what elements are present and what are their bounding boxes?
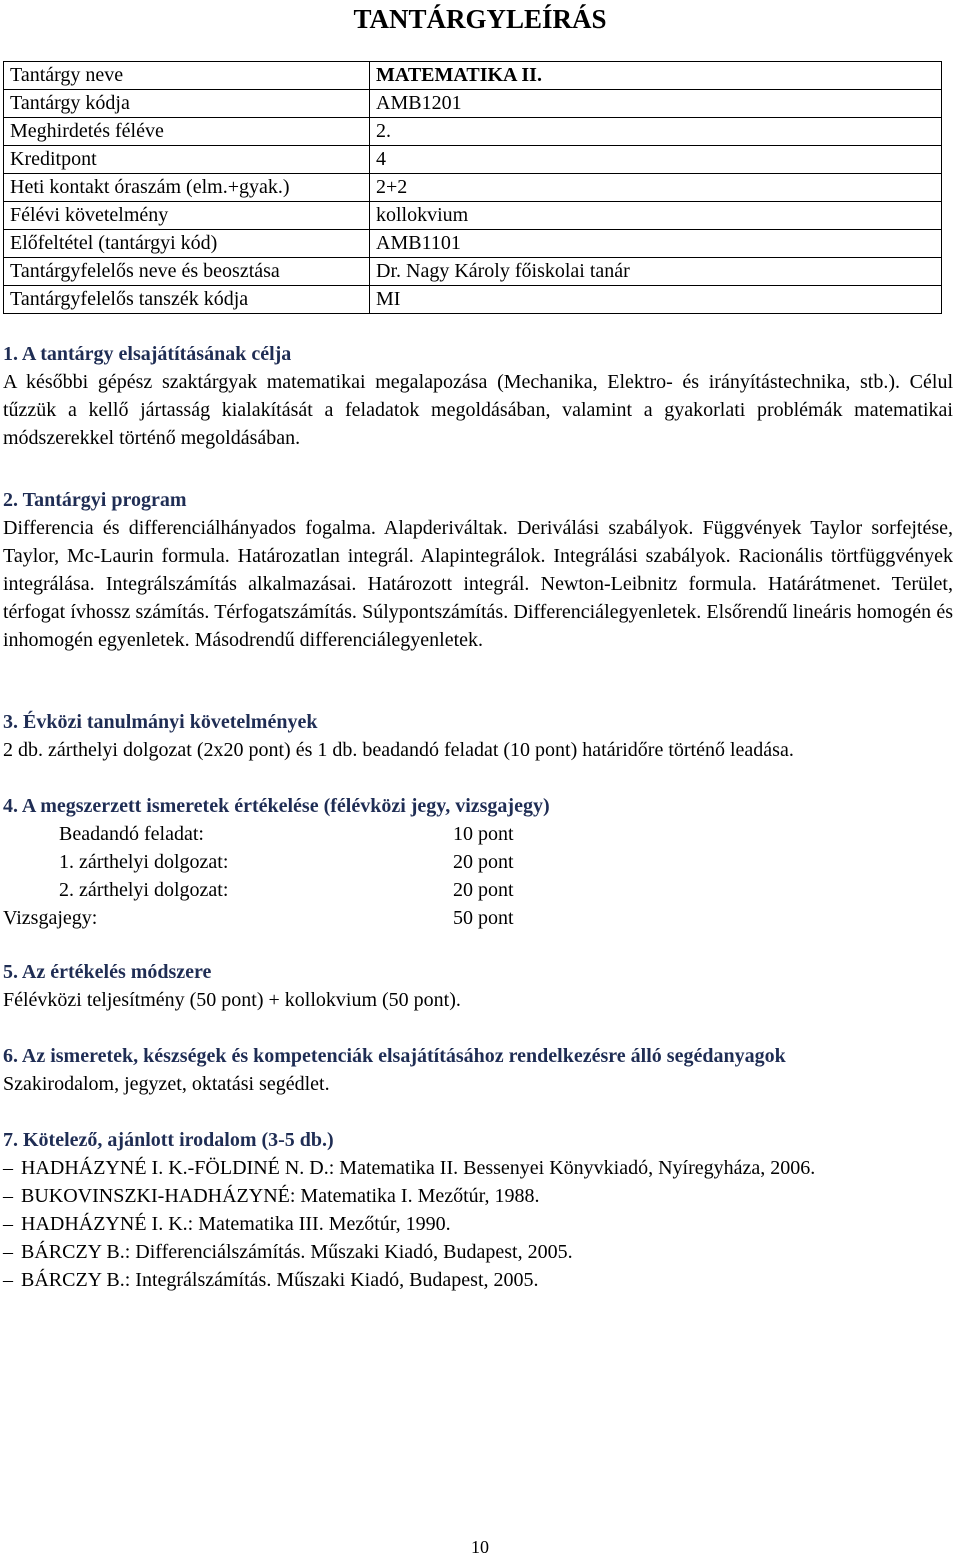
section-literature-heading: 7. Kötelező, ajánlott irodalom (3-5 db.) [3, 1129, 334, 1151]
info-label-responsible: Tantárgyfelelős neve és beosztása [4, 258, 370, 286]
grade-label: 1. zárthelyi dolgozat: [59, 851, 229, 873]
list-item [3, 1154, 953, 1182]
info-value-course-name: MATEMATIKA II. [370, 62, 942, 90]
grade-row [3, 876, 703, 904]
info-label-requirement: Félévi követelmény [4, 202, 370, 230]
info-value-course-code: AMB1201 [370, 90, 942, 118]
section-program-heading: 2. Tantárgyi program [3, 489, 187, 511]
section-requirements-heading: 3. Évközi tanulmányi követelmények [3, 711, 318, 733]
grade-label: Vizsgajegy: [3, 907, 98, 929]
section-method-body: Félévközi teljesítmény (50 pont) + kollokvium (50 pont). [3, 989, 461, 1011]
grade-label: 2. zárthelyi dolgozat: [59, 879, 229, 901]
grade-row [3, 820, 703, 848]
list-item [3, 1238, 953, 1266]
literature-item-text: BÁRCZY B.: Integrálszámítás. Műszaki Kiadó, Budapest, 2005. [21, 1269, 539, 1291]
dash-bullet-icon: – [3, 1269, 13, 1291]
section-materials-heading: 6. Az ismeretek, készségek és kompetenciák elsajátításához rendelkezésre álló segédanyagok [3, 1045, 786, 1067]
grade-value: 20 pont [453, 851, 514, 873]
info-value-requirement: kollokvium [370, 202, 942, 230]
list-item [3, 1266, 953, 1294]
section-program-body: Differencia és differenciálhányados fogalma. Alapderiváltak. Deriválási szabályok. Függvények Taylor sorfejtése, Taylor, Mc-Laurin formula. Határozatlan integrál. Alapintegrálok. Integrálási szabályok. Racionális törtfüggvények integrálása. Integrálszámítás alkalmazásai. Határozott integrál. Newton-Leibnitz formula. Határátmenet. Terület, térfogat ívhossz számítás. Térfogatszámítás. Súlypontszámítás. Differenciálegyenletek. Elsőrendű lineáris homogén és inhomogén egyenletek. Másodrendű differenciálegyenletek. [3, 517, 953, 651]
grade-value: 20 pont [453, 879, 514, 901]
section-aim [3, 340, 953, 452]
grade-row [3, 904, 703, 932]
course-info-table [3, 61, 942, 314]
section-evaluation [3, 792, 953, 932]
section-aim-body: A későbbi gépész szaktárgyak matematikai megalapozása (Mechanika, Elektro- és irányítástechnika, stb.). Célul tűzzük a kellő jártasság kialakítását a feladatok megoldásában, valamint a gyakorlati problémák matematikai módszerekkel történő megoldásában. [3, 371, 953, 449]
info-label-department: Tantárgyfelelős tanszék kódja [4, 286, 370, 314]
literature-item-text: HADHÁZYNÉ I. K.: Matematika III. Mezőtúr, 1990. [21, 1213, 451, 1235]
grade-list [3, 820, 953, 932]
table-row [4, 286, 942, 314]
table-row [4, 146, 942, 174]
list-item [3, 1182, 953, 1210]
info-value-credits: 4 [370, 146, 942, 174]
literature-item-text: BÁRCZY B.: Differenciálszámítás. Műszaki Kiadó, Budapest, 2005. [21, 1241, 573, 1263]
info-label-prerequisite: Előfeltétel (tantárgyi kód) [4, 230, 370, 258]
table-row [4, 174, 942, 202]
info-value-semester: 2. [370, 118, 942, 146]
grade-label: Beadandó feladat: [59, 823, 204, 845]
dash-bullet-icon: – [3, 1213, 13, 1235]
dash-bullet-icon: – [3, 1241, 13, 1263]
dash-bullet-icon: – [3, 1157, 13, 1179]
info-label-course-name: Tantárgy neve [4, 62, 370, 90]
literature-item-text: BUKOVINSZKI-HADHÁZYNÉ: Matematika I. Mezőtúr, 1988. [21, 1185, 540, 1207]
info-label-credits: Kreditpont [4, 146, 370, 174]
table-row [4, 118, 942, 146]
section-literature [3, 1126, 953, 1294]
grade-value: 10 pont [453, 823, 514, 845]
section-requirements [3, 708, 953, 764]
info-value-weekly-hours: 2+2 [370, 174, 942, 202]
section-materials [3, 1042, 953, 1098]
section-method [3, 958, 953, 1014]
table-row [4, 202, 942, 230]
list-item [3, 1210, 953, 1238]
section-program [3, 486, 953, 654]
page-title: TANTÁRGYLEÍRÁS [353, 4, 607, 34]
info-value-responsible: Dr. Nagy Károly főiskolai tanár [370, 258, 942, 286]
section-aim-heading: 1. A tantárgy elsajátításának célja [3, 343, 292, 365]
info-label-semester: Meghirdetés féléve [4, 118, 370, 146]
grade-value: 50 pont [453, 907, 514, 929]
page-number: 10 [471, 1537, 489, 1557]
table-row [4, 62, 942, 90]
table-row [4, 90, 942, 118]
section-materials-body: Szakirodalom, jegyzet, oktatási segédlet. [3, 1073, 330, 1095]
grade-row [3, 848, 703, 876]
section-method-heading: 5. Az értékelés módszere [3, 961, 212, 983]
table-row [4, 230, 942, 258]
dash-bullet-icon: – [3, 1185, 13, 1207]
info-label-weekly-hours: Heti kontakt óraszám (elm.+gyak.) [4, 174, 370, 202]
section-requirements-body: 2 db. zárthelyi dolgozat (2x20 pont) és 1 db. beadandó feladat (10 pont) határidőre történő leadása. [3, 739, 794, 761]
section-evaluation-heading: 4. A megszerzett ismeretek értékelése (félévközi jegy, vizsgajegy) [3, 795, 550, 817]
info-value-department: MI [370, 286, 942, 314]
table-row [4, 258, 942, 286]
literature-item-text: HADHÁZYNÉ I. K.-FÖLDINÉ N. D.: Matematika II. Bessenyei Könyvkiadó, Nyíregyháza, 2006. [21, 1157, 816, 1179]
info-label-course-code: Tantárgy kódja [4, 90, 370, 118]
info-value-prerequisite: AMB1101 [370, 230, 942, 258]
